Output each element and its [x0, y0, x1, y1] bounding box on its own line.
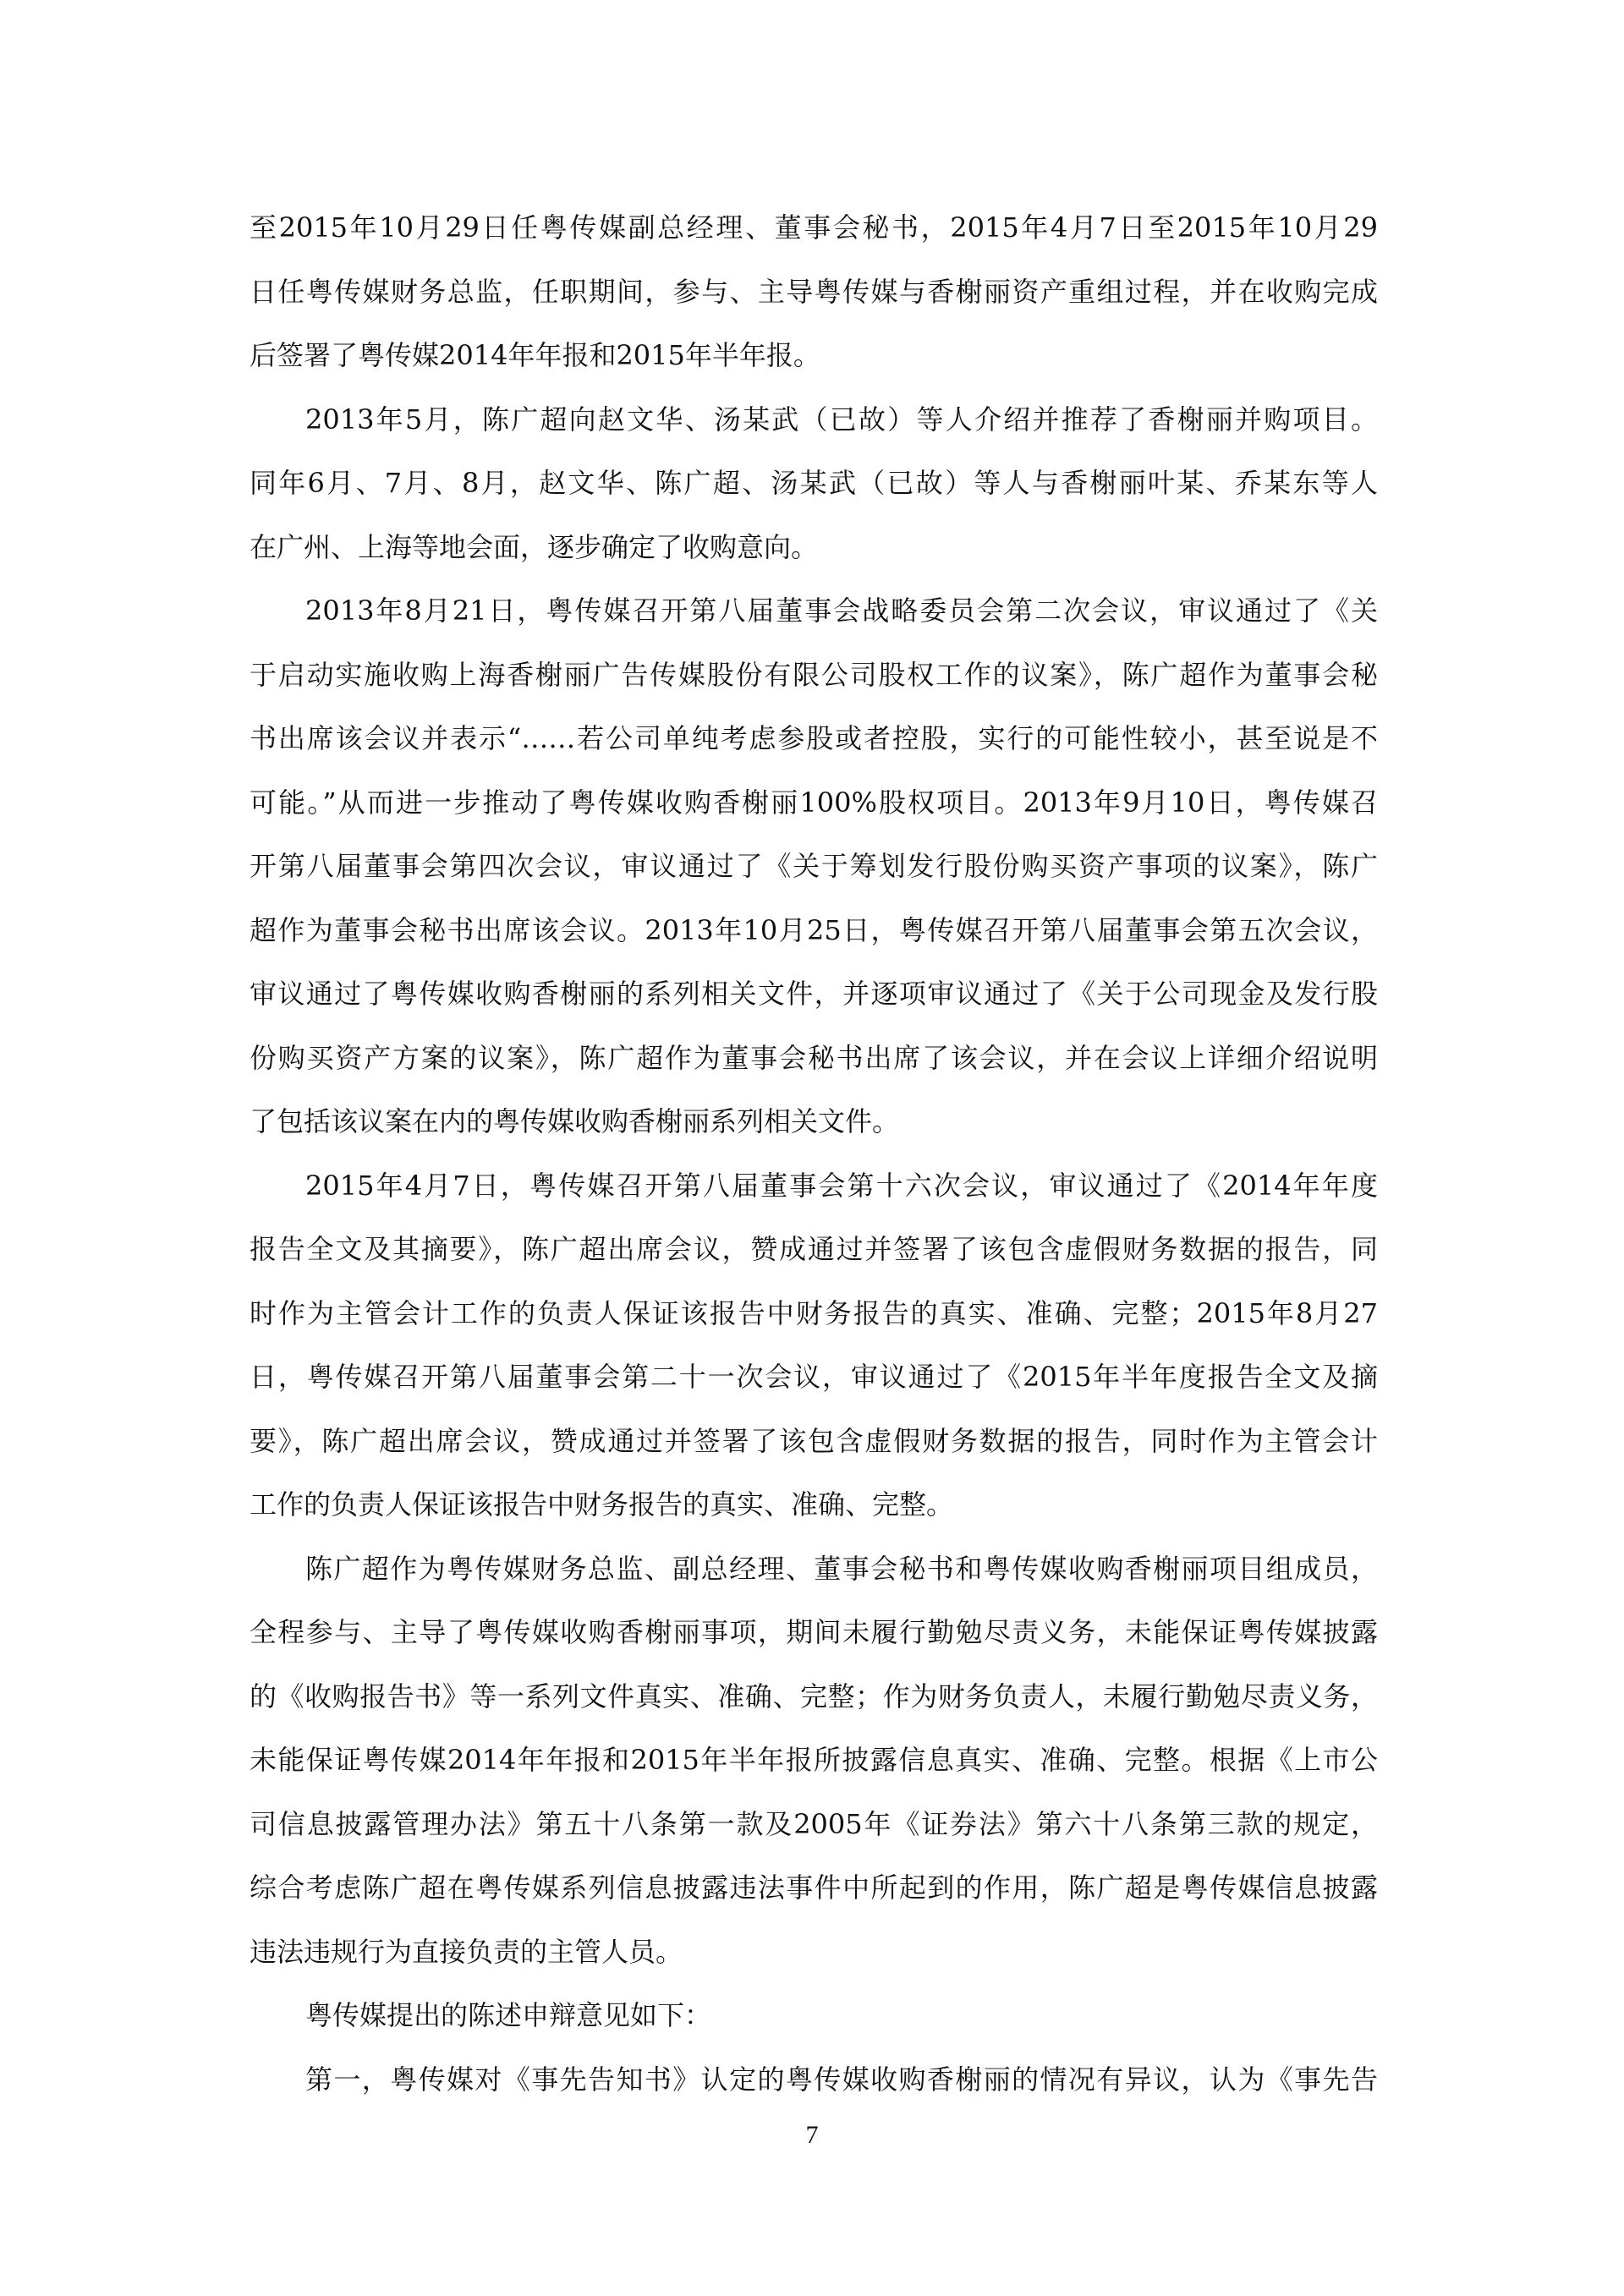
- text-line: 粤传媒提出的陈述申辩意见如下：: [305, 1999, 712, 2031]
- text-line: 日任粤传媒财务总监，任职期间，参与、主导粤传媒与香榭丽资产重组过程，并在收购完成: [250, 275, 1378, 308]
- text-line: 开第八届董事会第四次会议，审议通过了《关于筹划发行股份购买资产事项的议案》，陈广: [250, 850, 1378, 882]
- text-line: 后签署了粤传媒2014年年报和2015年半年报。: [250, 339, 820, 371]
- text-line: 陈广超作为粤传媒财务总监、副总经理、董事会秘书和粤传媒收购香榭丽项目组成员，: [305, 1552, 1378, 1585]
- text-line: 同年6月、7月、8月，赵文华、陈广超、汤某武（已故）等人与香榭丽叶某、乔某东等人: [250, 467, 1378, 499]
- paragraph: [250, 388, 1378, 580]
- text-line: 2015年4月7日，粤传媒召开第八届董事会第十六次会议，审议通过了《2014年年度: [305, 1169, 1378, 1202]
- paragraph: [250, 2048, 1378, 2112]
- text-line: 于启动实施收购上海香榭丽广告传媒股份有限公司股权工作的议案》，陈广超作为董事会秘: [250, 658, 1378, 691]
- text-line: 时作为主管会计工作的负责人保证该报告中财务报告的真实、准确、完整；2015年8月27: [250, 1296, 1378, 1329]
- paragraph: [250, 1154, 1378, 1537]
- text-line: 审议通过了粤传媒收购香榭丽的系列相关文件，并逐项审议通过了《关于公司现金及发行股: [250, 978, 1378, 1010]
- paragraph: [250, 1984, 1378, 2048]
- text-line: 的《收购报告书》等一系列文件真实、准确、完整；作为财务负责人，未履行勤勉尽责义务，: [250, 1680, 1378, 1712]
- paragraph: [250, 579, 1378, 1154]
- text-line: 要》，陈广超出席会议，赞成通过并签署了该包含虚假财务数据的报告，同时作为主管会计: [250, 1424, 1378, 1457]
- text-line: 了包括该议案在内的粤传媒收购香榭丽系列相关文件。: [250, 1105, 900, 1137]
- text-line: 超作为董事会秘书出席该会议。2013年10月25日，粤传媒召开第八届董事会第五次会议，: [250, 913, 1378, 946]
- text-line: 全程参与、主导了粤传媒收购香榭丽事项，期间未履行勤勉尽责义务，未能保证粤传媒披露: [250, 1616, 1378, 1648]
- text-line: 2013年5月，陈广超向赵文华、汤某武（已故）等人介绍并推荐了香榭丽并购项目。: [305, 403, 1378, 436]
- paragraph: [250, 1537, 1378, 1985]
- text-line: 在广州、上海等地会面，逐步确定了收购意向。: [250, 530, 819, 563]
- text-line: 司信息披露管理办法》第五十八条第一款及2005年《证券法》第六十八条第三款的规定，: [250, 1807, 1378, 1840]
- text-line: 可能。”从而进一步推动了粤传媒收购香榭丽100%股权项目。2013年9月10日，粤传媒召: [250, 786, 1378, 819]
- text-line: 违法违规行为直接负责的主管人员。: [250, 1935, 683, 1968]
- text-line: 2013年8月21日，粤传媒召开第八届董事会战略委员会第二次会议，审议通过了《关: [305, 595, 1378, 627]
- text-line: 综合考虑陈广超在粤传媒系列信息披露违法事件中所起到的作用，陈广超是粤传媒信息披露: [250, 1871, 1378, 1904]
- text-line: 工作的负责人保证该报告中财务报告的真实、准确、完整。: [250, 1488, 954, 1521]
- text-line: 至2015年10月29日任粤传媒副总经理、董事会秘书，2015年4月7日至2015年10月29: [250, 211, 1378, 244]
- text-line: 未能保证粤传媒2014年年报和2015年半年报所披露信息真实、准确、完整。根据《上市公: [250, 1744, 1378, 1776]
- text-line: 报告全文及其摘要》，陈广超出席会议，赞成通过并签署了该包含虚假财务数据的报告，同: [250, 1233, 1378, 1265]
- text-line: 第一，粤传媒对《事先告知书》认定的粤传媒收购香榭丽的情况有异议，认为《事先告: [305, 2063, 1378, 2096]
- text-line: 份购买资产方案的议案》，陈广超作为董事会秘书出席了该会议，并在会议上详细介绍说明: [250, 1041, 1378, 1074]
- paragraph: [250, 196, 1378, 388]
- page-number: 7: [805, 2121, 819, 2149]
- document-body: [250, 196, 1378, 2112]
- text-line: 日，粤传媒召开第八届董事会第二十一次会议，审议通过了《2015年半年度报告全文及摘: [250, 1361, 1378, 1393]
- text-line: 书出席该会议并表示“……若公司单纯考虑参股或者控股，实行的可能性较小，甚至说是不: [250, 722, 1378, 754]
